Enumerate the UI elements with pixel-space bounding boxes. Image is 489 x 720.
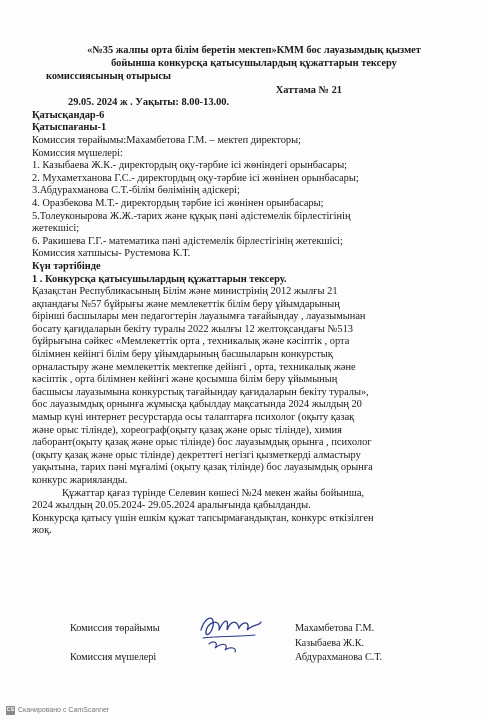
protocol-number: Хаттама № 21 xyxy=(275,84,342,96)
chair-label: Комиссия төрайымы xyxy=(70,623,160,634)
body-line: лаборант(оқыту қазақ және орыс тілінде) бос лауазымдық орынға , психолог xyxy=(32,437,372,449)
member-name-2: Абдурахманова С.Т. xyxy=(295,652,383,663)
body-line: Қазақстан Республикасының Білім және министрінің 2012 жылғы 21 xyxy=(32,286,338,298)
camscanner-logo-icon: CS xyxy=(6,707,15,713)
body-line: (оқыту қазақ және орыс тілінде) декреттегі негізгі қызметкерді алмастыру xyxy=(32,449,361,461)
member-item: жетекшісі; xyxy=(32,223,80,235)
title-line-3: комиссиясының отырысы xyxy=(46,71,172,83)
body-line: білімнен кейінгі білім беру ұйымдарының басшыларын конкурстық xyxy=(32,349,333,361)
member-signature-row-1 xyxy=(70,637,489,651)
chair-name: Махамбетова Г.М. xyxy=(295,623,375,634)
chair-signature-row xyxy=(70,622,489,637)
member-signature-row-2 xyxy=(70,651,489,664)
scanner-watermark xyxy=(6,706,109,715)
chair-line: Комиссия төрайымы:Махамбетова Г.М. – мектеп директоры; xyxy=(32,134,301,146)
body-line: орналастыру және мемлекеттік мектепке дейінгі , орта, техникалық және xyxy=(32,361,356,373)
agenda-item: 1 . Конкурсқа қатысушылардың құжаттарын тексеру. xyxy=(32,273,287,285)
members-heading: Комиссия мүшелері: xyxy=(32,147,123,159)
conclusion-paragraph xyxy=(32,513,472,538)
absent-count: Қатыспағаны-1 xyxy=(32,122,107,134)
body-line: кәсіптік , орта білімнен кейінгі және қосымша білім беру ұйымының xyxy=(32,374,338,386)
members-label: Комиссия мүшелері xyxy=(70,652,157,663)
members-list xyxy=(32,160,472,261)
body-paragraph xyxy=(32,286,472,488)
member-item: 5.Толеуконырова Ж.Ж.-тарих және құқық пәні әдістемелік бірлестігінің xyxy=(32,210,351,222)
document-body xyxy=(32,44,472,538)
body-line: бос лауазымдық орнынға жұмысқа қабылдау мақсатында 2024 жылдың 20 xyxy=(32,399,362,411)
body-line: конкурс жарияланды. xyxy=(32,475,128,487)
member-item: 6. Ракишева Г.Г.- математика пәні әдістемелік бірлестігінің жетекшісі; xyxy=(32,235,343,247)
member-item: 3.Абдурахманова С.Т.-білім бөлімінің әдіскері; xyxy=(32,185,240,197)
docs-line: 2024 жылдың 20.05.2024- 29.05.2024 аралығында қабылданды. xyxy=(32,500,311,512)
signature-block xyxy=(70,622,489,664)
docs-line: Құжаттар қағаз түрінде Селевин көшесі №24 мекен жайы бойынша, xyxy=(62,487,365,499)
conclusion-line: Конкурсқа қатысу үшін ешкім құжат тапсырмағандықтан, конкурс өткізілген xyxy=(32,512,374,524)
attended-count: Қатысқандар-6 xyxy=(32,109,105,121)
title-line-1: «№35 жалпы орта білім беретін мектеп»КММ бос лауазымдық қызмет xyxy=(87,45,421,56)
body-line: мамыр күні интернет ресурстарда осы талаптарға психолог (оқыту қазақ xyxy=(32,412,355,424)
body-line: бұйрығына сәйкес «Мемлекеттік орта , техникалық және кәсіптік , орта xyxy=(32,336,350,348)
documents-paragraph xyxy=(32,488,472,513)
scanner-text: Сканировано с CamScanner xyxy=(18,707,110,714)
body-line: босату қағидаларын бекіту туралы 2022 жылғы 12 желтоқсандағы №513 xyxy=(32,323,353,335)
body-line: ақпандағы №57 бұйрығы және мемлекеттік білім беру ұйымдарының xyxy=(32,298,340,310)
body-line: басшысы лауазымына конкурстық тағайындау қағидаларын бекіту туралы», xyxy=(32,386,369,398)
body-line: бірінші басшылары мен педагогтерін лауазымға тағайындау , лауазымынан xyxy=(32,311,366,323)
title-line-2: бойынша конкурсқа қатысушылардың құжаттарын тексеру xyxy=(111,58,397,70)
meeting-date-time: 29.05. 2024 ж . Уақыты: 8.00-13.00. xyxy=(68,97,230,109)
member-name-1: Казыбаева Ж.К. xyxy=(295,638,365,649)
agenda-heading: Күн тәртібінде xyxy=(32,260,101,272)
member-item: 4. Оразбекова М.Т.- директордың тәрбие ісі жөнінен орынбасары; xyxy=(32,197,324,209)
body-line: уақытына, тарих пәні мұғалімі (оқыту қазақ тілінде) бос лауазымдық орынға xyxy=(32,462,373,474)
secretary-item: Комиссия хатшысы- Рустемова К.Т. xyxy=(32,248,191,260)
body-line: және орыс тілінде), хореограф(оқыту қазақ және орыс тілінде), химия xyxy=(32,424,342,436)
member-item: 2. Мухаметханова Г.С.- директордың оқу-тәрбие ісі жөнінен орынбасары; xyxy=(32,172,359,184)
conclusion-line: жоқ. xyxy=(32,525,52,537)
member-item: 1. Казыбаева Ж.К.- директордың оқу-тәрбие ісі жөніндегі орынбасары; xyxy=(32,160,348,172)
